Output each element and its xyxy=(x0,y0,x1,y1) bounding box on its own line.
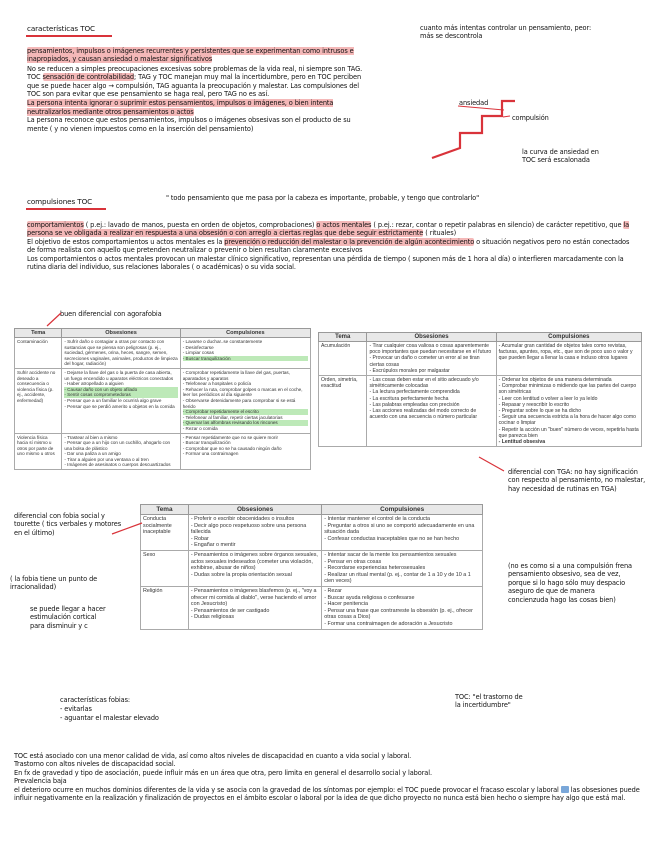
list-item: - Las acciones realizadas del modo correcto de acuerdo con una secuencia o número particular xyxy=(369,408,478,421)
cell-compulsiones xyxy=(180,338,310,369)
cell-compulsiones xyxy=(322,550,483,586)
link-icon xyxy=(561,786,569,793)
text-calidad-vida: TOC está asociado con una menor calidad de vida, así como altos niveles de discapacidad en cuanto a vida social y laboral. xyxy=(14,752,412,760)
list-item: - Comprobar minimizas o midiendo que las partes del cuerpo son simétricas xyxy=(498,383,637,396)
list-item: - Preguntar a otros si uno se comportó adecuadamente en una situación dada xyxy=(324,522,475,536)
label-compulsion: compulsión xyxy=(512,114,549,122)
list-item: - Pensar repetidamente que no se quiere morir xyxy=(182,434,278,440)
list-item: - Comprobar repetidamente la llave del gas, puertas, aparatados y aparatos xyxy=(182,369,290,381)
text-prevalencia: Prevalencia baja xyxy=(14,777,67,786)
list-item: - Intentar mantener el control de la conducta xyxy=(324,516,431,522)
list-item: - Provocar un daño o cometer un error al se tiran ciertas cosas xyxy=(369,355,480,368)
fobias-title: características fobias: xyxy=(60,696,131,704)
col-header-obsesiones: Obsesiones xyxy=(367,333,496,342)
list-item: - Escrúpulos morales por malgastar xyxy=(369,367,450,374)
highlight-ignorar: La persona intenta ignorar o suprimir estos pensamientos, impulsos o imágenes, o bien intenta neutralizarlos mediante otros pensamientos o actos xyxy=(27,99,334,116)
list-item: - Repasar y reescribir lo escrito xyxy=(498,401,570,408)
label-escalonada: la curva de ansiedad en TOC será escalonada xyxy=(522,148,599,165)
table-row xyxy=(15,433,311,470)
highlight-comportamientos: comportamientos xyxy=(27,221,84,229)
title-underline xyxy=(26,35,112,37)
list-item: - Limpiar cosas xyxy=(182,350,214,356)
list-item: - Dejarse la llave del gas o la puerta de casa abierta, un fuego encendido u aparatos eléctricos conectados xyxy=(64,369,174,381)
section-title-caracteristicas: características TOC xyxy=(27,24,95,33)
list-item: - Tirar a alguien por una ventana o al tren xyxy=(64,456,149,462)
list-item: - Trastear al bien a mismo xyxy=(64,434,118,440)
note-toc-incertidumbre: TOC: "el trastorno de la incertidumbre" xyxy=(455,693,523,710)
list-item: - Ordenar los objetos de una manera determinada xyxy=(498,377,612,384)
highlight-pensamientos: pensamientos, impulsos o imágenes recurrentes y persistentes que se experimentan como intrusos e inapropiados, y causan ansiedad o malestar significativos xyxy=(27,47,354,64)
list-item: - Pensar una frase que contrarreste la obsesión (p. ej., ofrecer otras cosas a Dios) xyxy=(324,607,473,621)
list-item: - Repetir la acción un "buen" número de veces, repetirla hasta que parezca bien xyxy=(498,426,639,439)
list-item: - Observarse detenidamente para comprobar si se está herido xyxy=(182,397,296,409)
note-fobia-irracional: ( la fobia tiene un punto de irracionalidad) xyxy=(10,575,98,592)
text-rituales: ( rituales) xyxy=(425,229,457,238)
highlight-actos-mentales: o actos mentales xyxy=(316,221,372,229)
highlight-prevencion: prevención o reducción del malestar o la prevención de algún acontecimiento xyxy=(224,237,475,246)
cell-obsesiones xyxy=(367,376,496,447)
list-item: - Confesar conductas inaceptables que no se han hecho xyxy=(324,535,460,542)
list-item: - Tirar cualquier cosa valiosa o cosas aparentemente poco importantes que puedan necesitarse en el futuro xyxy=(369,343,492,356)
list-item: - Pensamientos o imágenes sobre órganos sexuales, actos sexuales indeseados (cometer una violación, exhibirse, abusar de niños) xyxy=(190,551,318,572)
text-objetivo: El objetivo de estos comportamientos u actos mentales es la xyxy=(27,237,223,246)
list-item: - Decir algo poco respetuoso sobre una persona fallecida xyxy=(190,522,307,536)
bottom-text xyxy=(14,752,644,802)
col-header-compulsiones: Compulsiones xyxy=(322,505,483,515)
cell-tema: Contaminación xyxy=(15,338,62,369)
cell-tema: Acumulación xyxy=(319,342,367,376)
col-header-tema: Tema xyxy=(15,329,62,338)
list-item: - Dudas religiosas xyxy=(190,614,235,621)
cell-obsesiones xyxy=(367,342,496,376)
note-no-es-como: (no es como si a una compulsión frena pensamiento obsesivo, sea de vez, porque si lo hago sólo muy despacio aseguro de que de manera concienzuda hago las cosas bien) xyxy=(508,562,632,604)
list-item: - Buscar ayuda religiosa o confesarse xyxy=(324,594,415,601)
list-item: - Seguir una secuencia estricta a la hora de hacer algo como cocinar o limpiar xyxy=(498,414,636,427)
section-title-compulsiones: compulsiones TOC xyxy=(27,197,93,206)
list-item: - Comprobar repetidamente el escrito xyxy=(183,409,308,415)
fobias-item-evitar: - evitarlas xyxy=(60,705,92,713)
list-item: - Pensar que a un familiar le ocurrirá algo grave xyxy=(64,397,162,403)
cell-tema: Religión xyxy=(141,586,189,629)
cell-compulsiones xyxy=(322,586,483,629)
list-item: - Pensar que se perdió amerito u objetos en la comida xyxy=(64,403,175,409)
cell-obsesiones xyxy=(62,433,180,470)
pointer-arrow-fobia-social xyxy=(110,520,144,538)
list-item: - Hacer penitencia xyxy=(324,601,368,608)
list-item: - Rehacer la ruta, comprobar golpes o marcas en el coche, leer los periódicos al día siguiente xyxy=(182,386,303,398)
table-compulsiones-left xyxy=(14,328,311,470)
list-item: - Proferir o escribir obscenidades o insultos xyxy=(190,516,295,522)
list-item: - Las cosas deben estar en el sitio adecuado y/o simétricamente colocadas xyxy=(369,377,479,390)
text-no-se-reducen: No se reducen a simples preocupaciones excesivas sobre problemas de la vida real, ni siempre son TAG. TOC xyxy=(27,64,363,82)
list-item: - Desinfectarse xyxy=(182,344,214,350)
col-header-obsesiones: Obsesiones xyxy=(62,329,180,338)
list-item: - Imágenes de asesinatos o cuerpos descuartizados xyxy=(64,462,171,468)
cell-compulsiones xyxy=(496,376,641,447)
cell-obsesiones xyxy=(188,586,321,629)
table-row xyxy=(15,368,311,433)
list-item: - Sentir cosas comprometedoras xyxy=(64,392,177,398)
table-row xyxy=(319,342,642,376)
list-item: - Pensar que a un hijo con un cuchillo, ahogarlo con una bolsa de plástico xyxy=(64,440,171,451)
table-row xyxy=(141,515,483,551)
text-malestar-clinico: Los comportamientos o actos mentales provocan un malestar clínico significativo, representan una pérdida de tiempo ( suponen más de 1 hora al día) o interfieren marcadamente con la rutina diaria del individuo, sus relaciones laborales ( o académicas) o su vida social. xyxy=(27,254,624,272)
list-item: - La lectura perfectamente comprendida xyxy=(369,389,460,396)
list-item: - Acumular gran cantidad de objetos tales como revistas, facturas, apuntes, ropa, etc., que son de poco uso o valor y que pueden llegar a llenar la casa e incluso otros lugares xyxy=(498,343,633,362)
cell-tema: Violencia física hacia sí mismo u otros por parte de uno mismo u otros xyxy=(15,433,62,470)
compulsion-pointer-line xyxy=(503,116,510,117)
cell-obsesiones xyxy=(188,515,321,551)
cell-obsesiones xyxy=(62,338,180,369)
list-item: - Causar daño con un objeto afilado xyxy=(64,387,177,393)
cell-tema: Sufrir accidente no deseado a consecuencia o violencia física (p. ej., accidente, enfermedad) xyxy=(15,368,62,433)
table-row xyxy=(319,376,642,447)
text-gravedad: En fx de gravedad y tipo de asociación, puede influir más en un área que otra, pero limita en general el desarrollo social y laboral. xyxy=(14,768,432,777)
list-item: - Las palabras empleadas con precisión xyxy=(369,401,460,408)
pointer-arrow-agorafobia xyxy=(44,312,64,328)
cell-compulsiones xyxy=(496,342,641,376)
cell-obsesiones xyxy=(188,550,321,586)
list-item: - Preguntar sobre lo que se ha dicho xyxy=(498,408,582,415)
list-item: - Buscar tranquilización xyxy=(182,440,231,446)
cell-compulsiones xyxy=(180,368,310,433)
text-discapacidad: Trastorno con altos niveles de discapacidad social. xyxy=(14,760,176,769)
col-header-tema: Tema xyxy=(319,333,367,342)
text-deterioro: el deterioro ocurre en muchos dominios diferentes de la vida y se asocia con la gravedad de los síntomas por ejemplo: el TOC puede provocar el fracaso escolar y laboral las obsesiones puede influir negativamente en la realización y finalización de proyectos en el ámbito escolar o laboral por la idea de que dicho proyecto no nunca está bien hecho o siempre hay algo que está mal. xyxy=(14,785,640,803)
list-item: - Haber atropellado a alguien xyxy=(64,381,124,387)
note-tga: diferencial con TGA: no hay significación con respecto al pensamiento, no malestar, hay necesidad de rutinas en TGA) xyxy=(508,468,646,493)
cell-compulsiones xyxy=(180,433,310,470)
highlight-controlabilidad: sensación de controlabilidad xyxy=(42,73,134,82)
list-item: - Realizar un ritual mental (p. ej., contar de 1 a 10 y de 10 a 1 cien veces) xyxy=(324,571,471,585)
col-header-obsesiones: Obsesiones xyxy=(188,505,321,515)
note-controlar: cuanto más intentas controlar un pensamiento, peor: más se descontrola xyxy=(420,24,592,41)
list-item: - Dudas sobre la propia orientación sexual xyxy=(190,571,292,578)
quote-todo-pensamiento: " todo pensamiento que me pasa por la cabeza es importante, probable, y tengo que controlarlo" xyxy=(166,194,480,202)
pointer-arrow-tga xyxy=(477,455,507,475)
list-item: - Dar una paliza a un amigo xyxy=(64,451,121,457)
table-compulsiones-middle xyxy=(140,504,483,630)
list-item: - Pensar en otras cosas xyxy=(324,558,382,565)
list-item: - Engañar o mentir xyxy=(190,542,236,549)
label-ansiedad: ansiedad xyxy=(459,99,489,107)
table-compulsiones-right xyxy=(318,332,642,447)
cell-obsesiones xyxy=(62,368,180,433)
list-item: - Recordarse experiencias heterosexuales xyxy=(324,565,426,572)
title-underline-2 xyxy=(26,208,106,210)
list-item: - Sufrir daño o contagiar a otras por contacto con sustancias que se piensa son peligrosas (p. ej., suciedad, gérmenes, orina, heces, sangre, semen, secreciones vaginales, animales, productos de limpieza del hogar, radiación) xyxy=(64,339,178,367)
list-item: - Rezar xyxy=(324,587,342,594)
list-item: - Formar una contraimagen xyxy=(182,451,239,457)
cell-tema: Conducta socialmente inaceptable xyxy=(141,515,189,551)
list-item: - Quemar las alfombras revisando los rincones xyxy=(183,420,308,426)
list-item: - Lavarse o duchar..se constantemente xyxy=(182,339,263,344)
note-fobia-social: diferencial con fobia social y tourette ( tics verbales y motores en el último) xyxy=(14,512,122,537)
col-header-compulsiones: Compulsiones xyxy=(180,329,310,338)
list-item: - Pensamientos o imágenes blasfemos (p. ej., "voy a ofrecer mi comida al diablo", verse haciendo el amor con Jesucristo) xyxy=(190,587,317,608)
cell-tema: Sexo xyxy=(141,550,189,586)
col-header-compulsiones: Compulsiones xyxy=(496,333,641,342)
text-reconoce: La persona reconoce que estos pensamientos, impulsos o imágenes obsesivas son el producto de su mente ( y no vienen impuestos como en la inserción del pensamiento) xyxy=(27,116,351,133)
cell-tema: Orden, simetría, exactitud xyxy=(319,376,367,447)
compulsiones-text xyxy=(27,221,637,271)
note-estimulacion: se puede llegar a hacer estimulación cortical para disminuir y c xyxy=(30,605,106,630)
list-item: - Telefonear a hospitales o policía xyxy=(182,381,252,387)
table-row xyxy=(141,586,483,629)
list-item: - Pensamientos de ser castigado xyxy=(190,607,270,614)
list-item: - Formar una contraimagen de adoración a Jesucristo xyxy=(324,620,453,627)
list-item: - Intentar sacar de la mente los pensamientos sexuales xyxy=(324,551,457,558)
text-ej-lavado: ( p.ej.: lavado de manos, puesta en orden de objetos, comprobaciones) xyxy=(85,221,315,229)
list-item: - Rezar o comida xyxy=(182,425,218,431)
fobias-item-malestar: - aguantar el malestar elevado xyxy=(60,714,159,722)
note-agorafobia: buen diferencial con agorafobia xyxy=(60,310,162,318)
text-ej-rezar: ( p.ej.: rezar, contar o repetir palabras en silencio) de carácter repetitivo, que xyxy=(373,221,622,229)
text-tag: ; TAG y TOC manejan muy mal la incertidumbre, pero en TOC perciben que se puede hacer algo → compulsión, TAG aguanta la preocupación y malestar. Las compulsiones del TOC son para evitar que ese pensamiento se haga real, pero TAG no es así. xyxy=(27,73,362,99)
cell-compulsiones xyxy=(322,515,483,551)
table-row xyxy=(141,550,483,586)
list-item: - Leer con lentitud o volver a leer lo ya leído xyxy=(498,395,598,402)
list-item: - Comprobar que no se ha causado ningún daño xyxy=(182,445,282,451)
list-item: - Lentitud obsesiva xyxy=(498,439,546,446)
text-situacion: o situación negativos pero no están conectados de forma realista con aquello que pretenden neutralizar o prevenir o bien resultan claramente excesivos xyxy=(27,237,630,255)
caracteristicas-text xyxy=(27,47,372,133)
list-item: - Robar xyxy=(190,535,209,542)
list-item: - Telefonear al familiar, repetir ciertas jaculatorias xyxy=(182,414,283,420)
col-header-tema: Tema xyxy=(141,505,189,515)
highlight-obligada: la persona se ve obligada a realizar en respuesta a una obsesión o con arreglo a ciertas reglas que debe seguir estrictamente xyxy=(27,221,630,238)
table-row xyxy=(15,338,311,369)
list-item: - Buscar tranquilización xyxy=(183,356,308,362)
list-item: - La escritura perfectamente hecha xyxy=(369,395,449,402)
